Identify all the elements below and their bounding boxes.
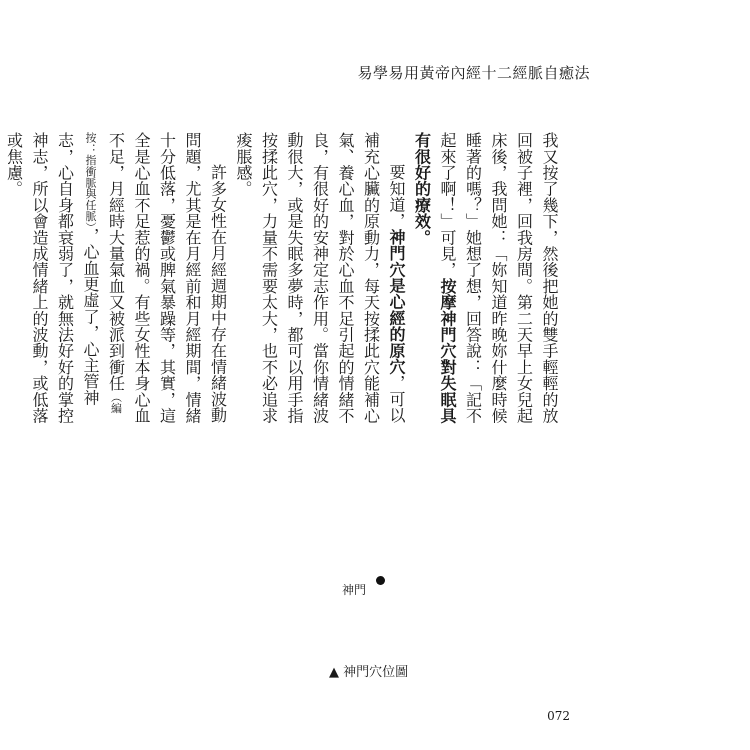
paragraph-3-text: 許多女性在月經週期中存在情緒波動問題，尤其是在月經前和月經期間，情緒十分低落，憂鬱或脾氣暴躁等，其實，這全是心血不足惹的禍。有些女性本身心血不足，月經時大量氣血又被派到衝任 <box>106 132 228 424</box>
paragraph-3-text-end: ，心血更虛了，心主管神志，心自身都衰弱了，就無法好好的掌控神志，所以會造成情緒上的波動，或低落或焦慮。 <box>4 132 100 424</box>
acupoint-figure <box>322 480 462 655</box>
paragraph-2-lead: 要知道， <box>387 164 406 229</box>
paragraph-3 <box>1 132 231 427</box>
shenmen-point-marker <box>376 576 385 585</box>
paragraph-2-emphasis: 神門穴是心經的原穴 <box>387 228 406 375</box>
paragraph-2-text: ，可以補充心臟的原動力，每天按揉此穴能補心氣、養心血，對於心血不足引起的情緒不良，有很好的安神定志作用。當你情緒波動很大，或是失眠多夢時，都可以用手指按揉此穴，力量不需要太大，也不必追求痠脹感。 <box>234 132 406 424</box>
running-head: 易學易用黃帝內經十二經脈自癒法 <box>357 64 590 82</box>
page-number: 072 <box>547 709 570 723</box>
paragraph-1-emphasis: 按摩神門穴對失眠具有很好的療效。 <box>412 132 457 424</box>
paragraph-1 <box>409 132 562 427</box>
paragraph-2 <box>231 132 410 427</box>
paragraph-1-text: 我又按了幾下，然後把她的雙手輕輕的放回被子裡，回我房間。第二天早上女兒起床後，我問她：「妳知道昨晚妳什麼時候睡著的嗎？」她想了想，回答說：「記不起來了啊！」可見， <box>438 132 559 424</box>
shenmen-point-label: 神門 <box>342 583 367 597</box>
editor-note: （編按：指衝脈與任脈） <box>84 132 123 414</box>
body-text <box>4 132 562 427</box>
figure-caption: ▲ 神門穴位圖 <box>329 665 409 680</box>
